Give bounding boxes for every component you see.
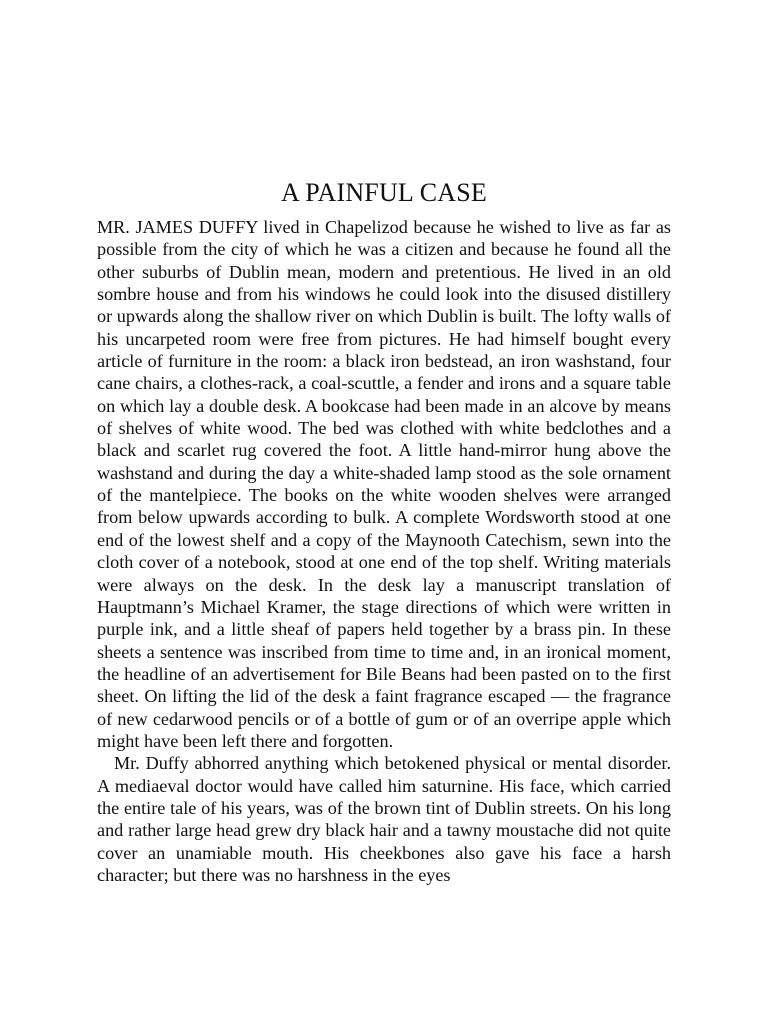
page-content	[97, 178, 671, 886]
paragraph-1: MR. JAMES DUFFY lived in Chapelizod because he wished to live as far as possible from the city of which he was a citizen and because he found all the other suburbs of Dublin mean, modern and pretentious. He lived in an old sombre house and from his windows he could look into the disused distillery or upwards along the shallow river on which Dublin is built. The lofty walls of his uncarpeted room were free from pictures. He had himself bought every article of furniture in the room: a black iron bedstead, an iron washstand, four cane chairs, a clothes-rack, a coal-scuttle, a fender and irons and a square table on which lay a double desk. A bookcase had been made in an alcove by means of shelves of white wood. The bed was clothed with white bedclothes and a black and scarlet rug covered the foot. A little hand-mirror hung above the washstand and during the day a white-shaded lamp stood as the sole ornament of the mantelpiece. The books on the white wooden shelves were arranged from below upwards according to bulk. A complete Wordsworth stood at one end of the lowest shelf and a copy of the Maynooth Catechism, sewn into the cloth cover of a notebook, stood at one end of the top shelf. Writing materials were always on the desk. In the desk lay a manuscript translation of Hauptmann’s Michael Kramer, the stage directions of which were written in purple ink, and a little sheaf of papers held together by a brass pin. In these sheets a sentence was inscribed from time to time and, in an ironical moment, the headline of an advertisement for Bile Beans had been pasted on to the first sheet. On lifting the lid of the desk a faint fragrance escaped — the fragrance of new cedarwood pencils or of a bottle of gum or of an overripe apple which might have been left there and forgotten.	[97, 217, 671, 751]
chapter-title: A PAINFUL CASE	[280, 178, 488, 207]
paragraph-2: Mr. Duffy abhorred anything which betokened physical or mental disorder. A mediaeval doctor would have called him saturnine. His face, which carried the entire tale of his years, was of the brown tint of Dublin streets. On his long and rather large head grew dry black hair and a tawny moustache did not quite cover an unamiable mouth. His cheekbones also gave his face a harsh character; but there was no harshness in the eyes	[97, 753, 671, 885]
